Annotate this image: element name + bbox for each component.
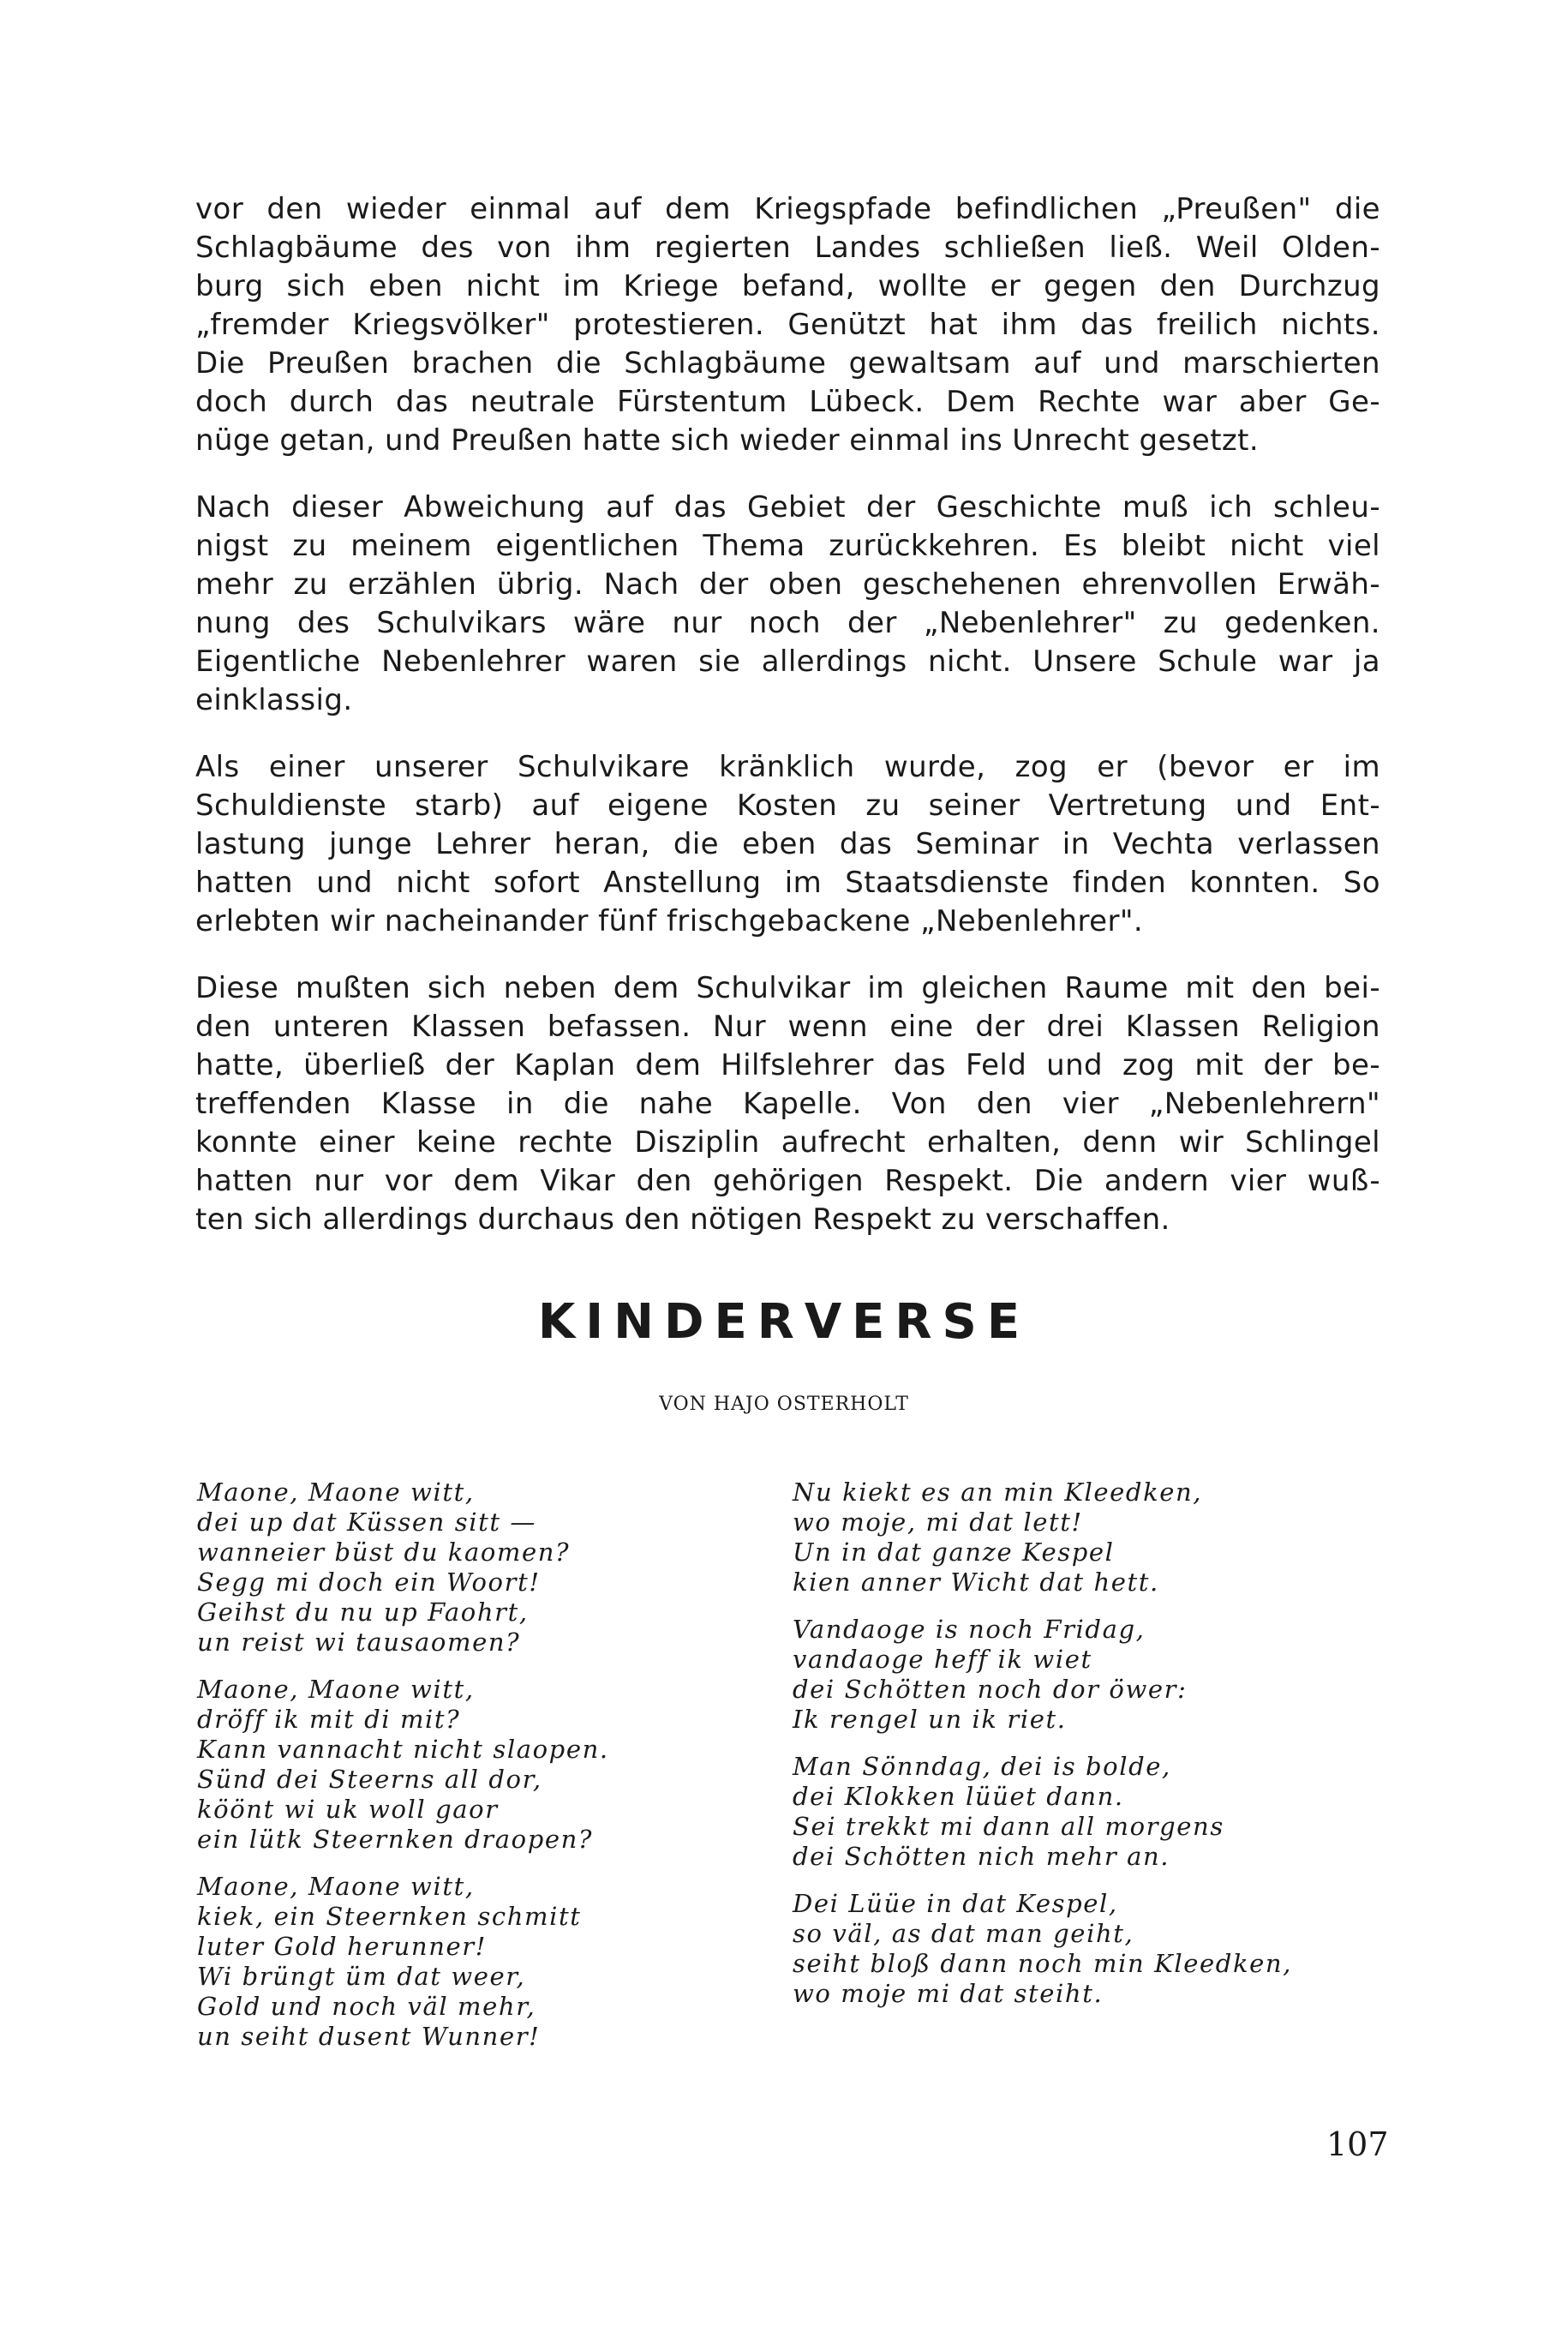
text-line: erlebten wir nacheinander fünf frischgebackene „Nebenlehrer". (195, 904, 1144, 938)
verse-line: Nu kiekt es an min Kleedken, (793, 1478, 1203, 1507)
poem-left-column (197, 1478, 745, 2069)
text-line: nigst zu meinem eigentlichen Thema zurückkehren. Es bleibt nicht viel (195, 529, 1380, 563)
verse-line: vandaoge heff ik wiet (793, 1645, 1092, 1674)
verse-line: Segg mi doch ein Woort! (197, 1568, 541, 1597)
verse-line: Kann vannacht nicht slaopen. (197, 1735, 609, 1764)
text-line: burg sich eben nicht im Kriege befand, wollte er gegen den Durchzug (195, 269, 1380, 303)
text-line: Schuldienste starb) auf eigene Kosten zu seiner Vertretung und Ent- (195, 788, 1380, 823)
text-line: konnte einer keine rechte Disziplin aufrecht erhalten, denn wir Schlingel (195, 1125, 1380, 1160)
verse-line: Ik rengel un ik riet. (793, 1705, 1067, 1734)
text-line: mehr zu erzählen übrig. Nach der oben geschehenen ehrenvollen Erwäh- (195, 567, 1380, 602)
verse-line: wo moje, mi dat lett! (793, 1508, 1083, 1537)
verse-line: Vandaoge is noch Fridag, (793, 1615, 1146, 1644)
text-line: nung des Schulvikars wäre nur noch der „Nebenlehrer" zu gedenken. (195, 606, 1380, 640)
text-line: ten sich allerdings durchaus den nötigen Respekt zu verschaffen. (195, 1202, 1170, 1237)
stanza (197, 1872, 745, 2052)
text-line: Eigentliche Nebenlehrer waren sie allerdings nicht. Unsere Schule war ja (195, 644, 1380, 679)
verse-line: Maone, Maone witt, (197, 1478, 475, 1507)
verse-line: dei Schötten nich mehr an. (793, 1842, 1170, 1871)
verse-line: Maone, Maone witt, (197, 1675, 475, 1704)
stanza (197, 1478, 745, 1658)
text-line: Die Preußen brachen die Schlagbäume gewaltsam auf und marschierten (195, 346, 1380, 381)
paragraph (195, 190, 1380, 460)
verse-line: Dei Lüüe in dat Kespel, (793, 1889, 1118, 1918)
verse-line: un reist wi tausaomen? (197, 1628, 521, 1657)
poem-right-column (793, 1478, 1392, 2026)
verse-line: Wi brüngt üm dat weer, (197, 1962, 526, 1991)
verse-line: kiek, ein Steernken schmitt (197, 1902, 582, 1931)
paragraph (195, 969, 1380, 1239)
text-line: treffenden Klasse in die nahe Kapelle. Von den vier „Nebenlehrern" (195, 1087, 1380, 1121)
text-line: nüge getan, und Preußen hatte sich wieder einmal ins Unrecht gesetzt. (195, 423, 1260, 458)
text-line: einklassig. (195, 683, 353, 717)
verse-line: köönt wi uk woll gaor (197, 1795, 499, 1824)
stanza (793, 1752, 1392, 1872)
verse-line: dei Schötten noch dor öwer: (793, 1675, 1188, 1704)
verse-line: luter Gold herunner! (197, 1932, 487, 1961)
verse-line: Gold und noch väl mehr, (197, 1992, 536, 2021)
verse-line: dei up dat Küssen sitt — (197, 1508, 537, 1537)
text-line: doch durch das neutrale Fürstentum Lübeck. Dem Rechte war aber Ge- (195, 385, 1380, 419)
verse-line: Un in dat ganze Kespel (793, 1538, 1115, 1567)
verse-line: Sei trekkt mi dann all morgens (793, 1812, 1224, 1841)
text-line: hatte, überließ der Kaplan dem Hilfslehrer das Feld und zog mit der be- (195, 1048, 1380, 1082)
verse-line: Geihst du nu up Faohrt, (197, 1598, 529, 1627)
paragraph (195, 748, 1380, 941)
paragraph (195, 489, 1380, 720)
verse-line: Sünd dei Steerns all dor, (197, 1765, 542, 1794)
text-line: Als einer unserer Schulvikare kränklich wurde, zog er (bevor er im (195, 750, 1380, 784)
text-line: hatten und nicht sofort Anstellung im Staatsdienste finden konnten. So (195, 866, 1380, 900)
verse-line: wo moje mi dat steiht. (793, 1979, 1104, 2008)
page-number: 107 (1326, 2125, 1389, 2163)
verse-line: Man Sönndag, dei is bolde, (793, 1752, 1171, 1781)
verse-line: kien anner Wicht dat hett. (793, 1568, 1159, 1597)
text-line: Schlagbäume des von ihm regierten Landes schließen ließ. Weil Olden- (195, 231, 1380, 265)
verse-line: seiht bloß dann noch min Kleedken, (793, 1949, 1292, 1978)
stanza (793, 1615, 1392, 1735)
text-line: Diese mußten sich neben dem Schulvikar im gleichen Raume mit den bei- (195, 971, 1380, 1005)
stanza (197, 1675, 745, 1855)
poem-title: KINDERVERSE (537, 1294, 1031, 1350)
verse-line: Maone, Maone witt, (197, 1872, 475, 1901)
text-line: lastung junge Lehrer heran, die eben das Seminar in Vechta verlassen (195, 827, 1380, 861)
verse-line: un seiht dusent Wunner! (197, 2022, 541, 2051)
verse-line: dei Klokken lüüet dann. (793, 1782, 1124, 1811)
text-line: vor den wieder einmal auf dem Kriegspfade befindlichen „Preußen" die (195, 192, 1380, 226)
verse-line: so väl, as dat man geiht, (793, 1919, 1134, 1948)
stanza (793, 1889, 1392, 2009)
prose-section (195, 190, 1380, 1268)
text-line: den unteren Klassen befassen. Nur wenn eine der drei Klassen Religion (195, 1010, 1380, 1044)
verse-line: dröff ik mit di mit? (197, 1705, 461, 1734)
verse-line: ein lütk Steernken draopen? (197, 1825, 594, 1854)
verse-line: wanneier büst du kaomen? (197, 1538, 571, 1567)
stanza (793, 1478, 1392, 1598)
poem-byline: VON HAJO OSTERHOLT (659, 1394, 909, 1415)
text-line: „fremder Kriegsvölker" protestieren. Genützt hat ihm das freilich nichts. (195, 308, 1380, 342)
text-line: hatten nur vor dem Vikar den gehörigen Respekt. Die andern vier wuß- (195, 1164, 1380, 1198)
text-line: Nach dieser Abweichung auf das Gebiet der Geschichte muß ich schleu- (195, 490, 1380, 525)
